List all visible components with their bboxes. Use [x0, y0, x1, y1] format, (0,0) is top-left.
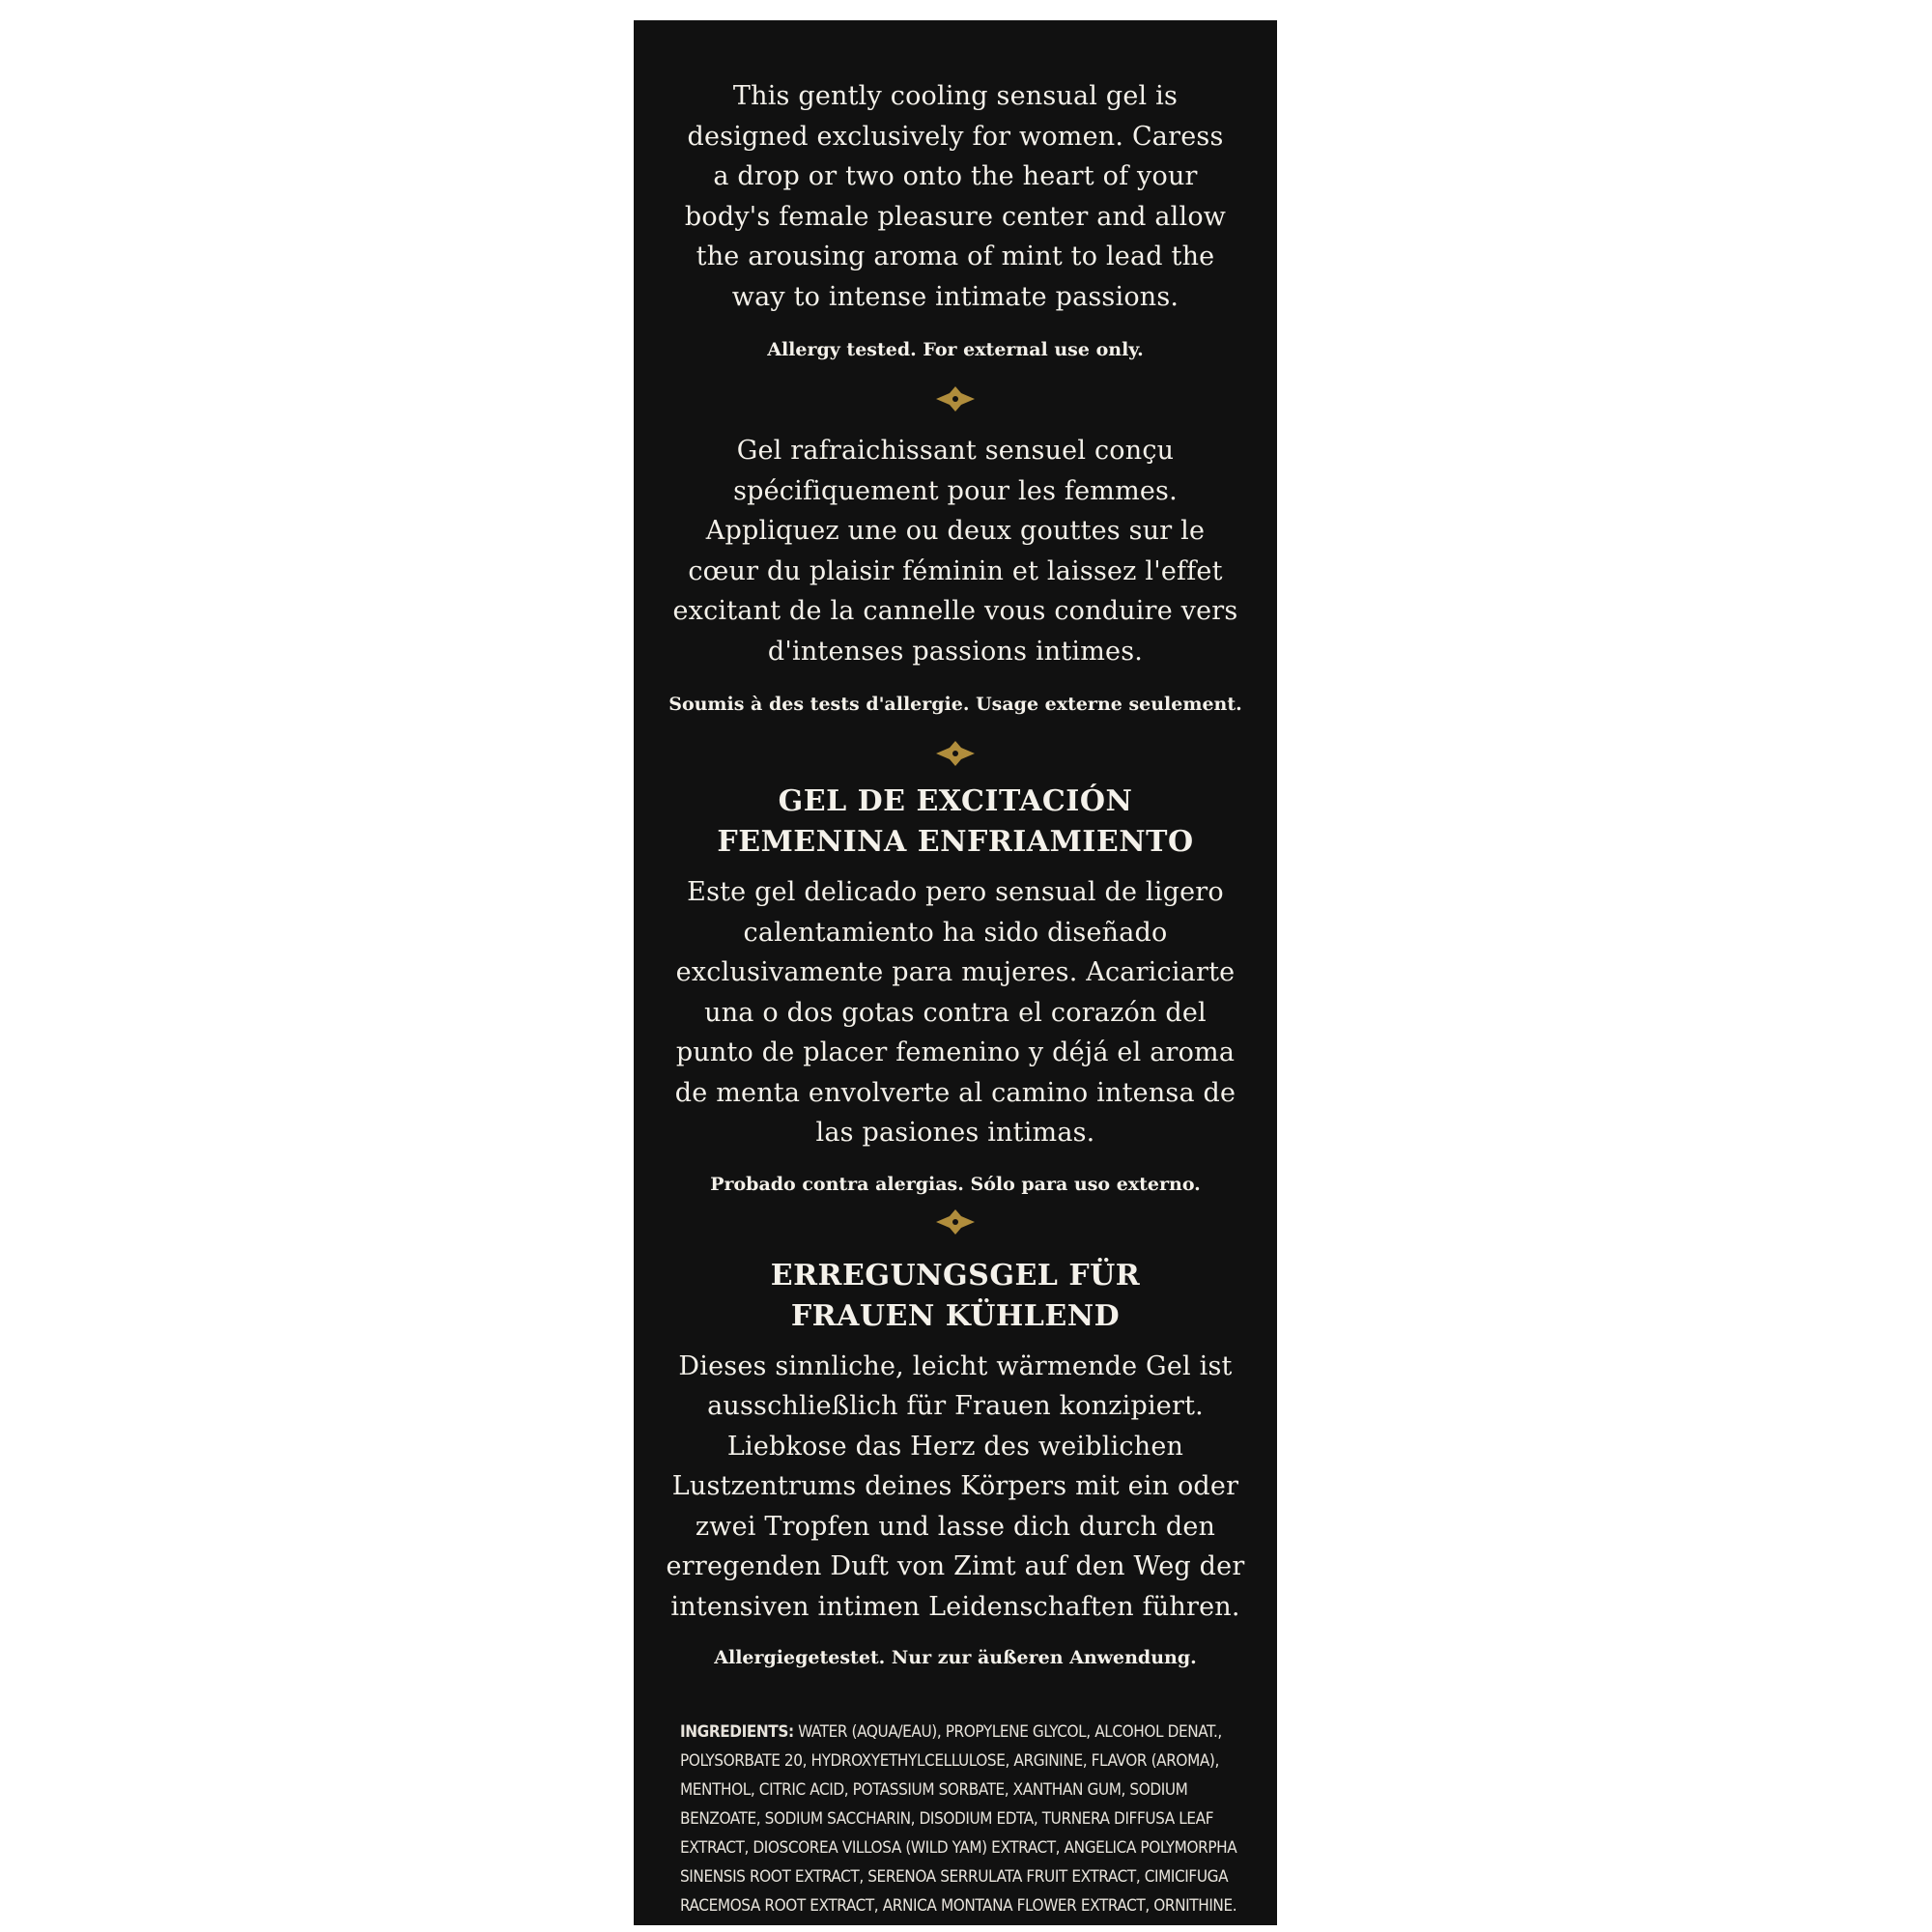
english-description: This gently cooling sensual gel is designed exclusively for women. Caress a drop or two onto the heart of your body's female pleasure center and allow the arousing aroma of mint to lead the way to intense intimate passions. — [684, 81, 1227, 312]
german-allergy-note: Allergiegetestet. Nur zur äußeren Anwendung. — [714, 1647, 1197, 1668]
french-description: Gel rafraichissant sensuel conçu spécifiquement pour les femmes. Appliquez une ou deux gouttes sur le cœur du plaisir féminin et laissez l'effet excitant de la cannelle vous conduire vers d'intenses passions intimes. — [672, 436, 1238, 667]
spanish-heading: GEL DE EXCITACIÓN FEMENINA ENFRIAMIENTO — [717, 784, 1194, 859]
english-allergy-note: Allergy tested. For external use only. — [767, 339, 1144, 360]
german-description: Dieses sinnliche, leicht wärmende Gel ist ausschließlich für Frauen konzipiert. Liebkose das Herz des weiblichen Lustzentrums deines Körpers mit ein oder zwei Tropfen und lasse dich durch den erregenden Duft von Zimt auf den Weg der intensiven intimen Leidenschaften führen. — [666, 1350, 1245, 1622]
french-allergy-note: Soumis à des tests d'allergie. Usage externe seulement. — [668, 694, 1242, 715]
gold-ornament-icon — [932, 1208, 979, 1236]
spanish-description: Este gel delicado pero sensual de ligero calentamiento ha sido diseñado exclusivamente para mujeres. Acariciarte una o dos gotas contra el corazón del punto de placer femenino y déjá el aroma de menta envolverte al camino intensa de las pasiones intimas. — [674, 877, 1236, 1148]
ingredients-text: WATER (AQUA/EAU), PROPYLENE GLYCOL, ALCOHOL DENAT., POLYSORBATE 20, HYDROXYETHYLCELLULOSE, ARGININE, FLAVOR (AROMA), MENTHOL, CITRIC ACID, POTASSIUM SORBATE, XANTHAN GUM, SODIUM BENZOATE, SODIUM SACCHARIN, DISODIUM EDTA, TURNERA DIFFUSA LEAF EXTRACT, DIOSCOREA VILLOSA (WILD YAM) EXTRACT, ANGELICA POLYMORPHA SINENSIS ROOT EXTRACT, SERENOA SERRULATA FRUIT EXTRACT, CIMICIFUGA RACEMOSA ROOT EXTRACT, ARNICA MONTANA FLOWER EXTRACT, ORNITHINE. — [680, 1722, 1237, 1916]
spanish-allergy-note: Probado contra alergias. Sólo para uso externo. — [710, 1173, 1201, 1195]
ingredients-list — [680, 1718, 1260, 1920]
german-heading: ERREGUNGSGEL FÜR FRAUEN KÜHLEND — [770, 1258, 1141, 1333]
gold-ornament-icon — [932, 739, 979, 768]
product-label-panel — [634, 20, 1277, 1925]
gold-ornament-icon — [932, 384, 979, 413]
ingredients-label: INGREDIENTS: — [680, 1722, 794, 1742]
